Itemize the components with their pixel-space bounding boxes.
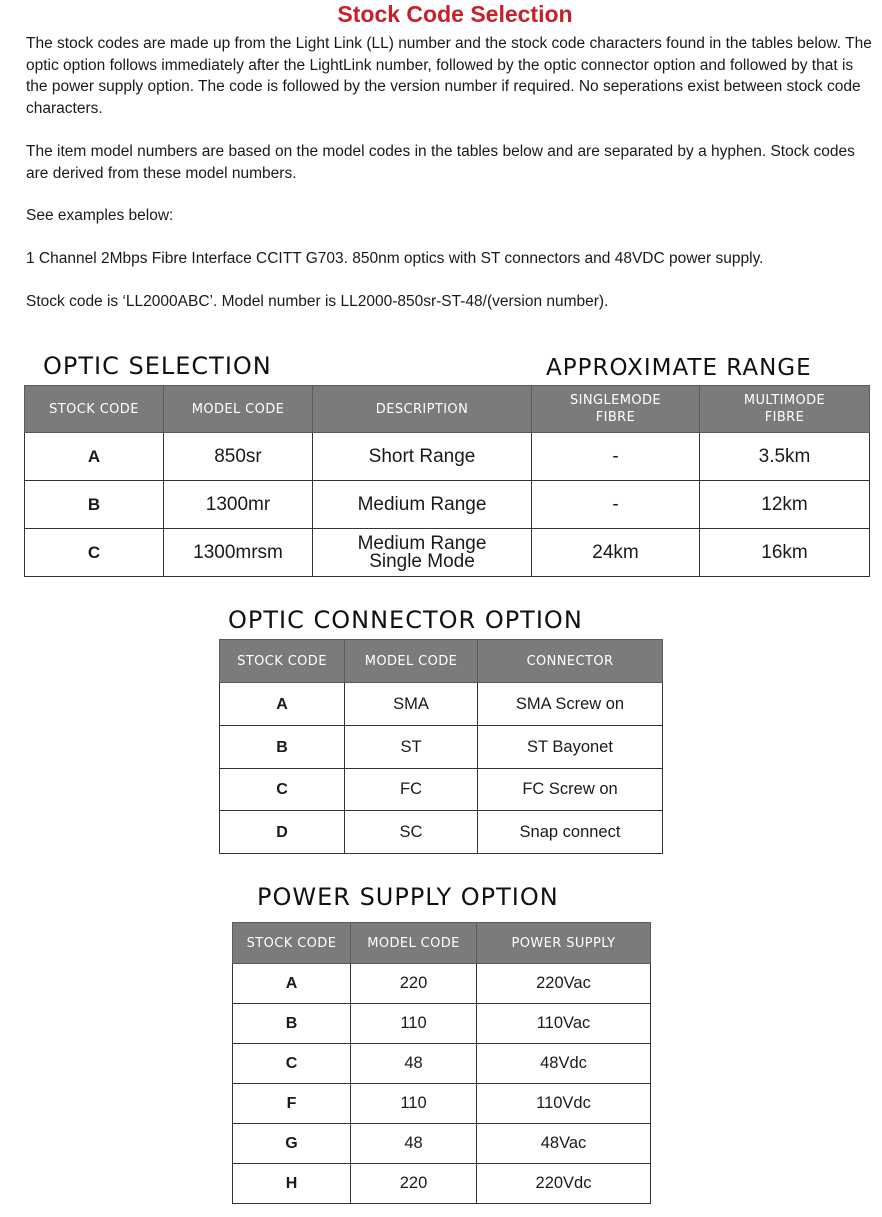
column-header: CONNECTOR: [478, 640, 663, 683]
column-header: STOCK CODE: [233, 923, 351, 964]
model-code-cell: 110: [351, 1084, 477, 1124]
description-cell: Short Range: [313, 433, 532, 481]
description-line: Medium Range: [357, 532, 487, 554]
table-row: [220, 769, 663, 811]
singlemode-cell: -: [532, 481, 700, 529]
stock-code-cell: D: [220, 811, 345, 854]
optic-selection-table: [24, 385, 870, 577]
power-supply-cell: 48Vdc: [477, 1044, 651, 1084]
description-cell: Medium Range: [313, 481, 532, 529]
model-code-cell: 850sr: [164, 433, 313, 481]
stock-code-cell: B: [220, 726, 345, 769]
model-code-cell: 48: [351, 1044, 477, 1084]
column-header: MULTIMODE FIBRE: [700, 386, 870, 433]
table-header-row: [220, 640, 663, 683]
description-cell: [313, 529, 532, 577]
model-code-cell: FC: [345, 769, 478, 811]
model-code-cell: 1300mr: [164, 481, 313, 529]
stock-code-cell: B: [233, 1004, 351, 1044]
stock-code-cell: G: [233, 1124, 351, 1164]
stock-code-cell: C: [25, 529, 164, 577]
column-header: POWER SUPPLY: [477, 923, 651, 964]
intro-paragraph: The stock codes are made up from the Light Link (LL) number and the stock code characters found in the tables below. The optic option follows immediately after the LightLink number, followed by the optic connector option and followed by that is the power supply option. The code is followed by the version number if required. No seperations exist between stock code characters.: [26, 35, 872, 117]
table-header-row: [233, 923, 651, 964]
stock-code-cell: C: [233, 1044, 351, 1084]
multimode-cell: 12km: [700, 481, 870, 529]
table-row: [233, 1124, 651, 1164]
table-row: [233, 964, 651, 1004]
connector-cell: FC Screw on: [478, 769, 663, 811]
power-supply-option-table: [232, 922, 651, 1204]
table-row: [233, 1164, 651, 1204]
singlemode-cell: 24km: [532, 529, 700, 577]
model-code-cell: SC: [345, 811, 478, 854]
table-row: [25, 433, 870, 481]
model-code-cell: 220: [351, 964, 477, 1004]
power-supply-cell: 110Vac: [477, 1004, 651, 1044]
optic-selection-heading: OPTIC SELECTION: [43, 352, 272, 380]
connector-option-heading: OPTIC CONNECTOR OPTION: [228, 606, 583, 634]
model-code-cell: SMA: [345, 683, 478, 726]
column-header: MODEL CODE: [164, 386, 313, 433]
multimode-cell: 16km: [700, 529, 870, 577]
stock-code-cell: A: [233, 964, 351, 1004]
column-header: DESCRIPTION: [313, 386, 532, 433]
stock-code-cell: A: [220, 683, 345, 726]
table-header-row: [25, 386, 870, 433]
page-title: Stock Code Selection: [337, 1, 573, 27]
model-code-cell: 1300mrsm: [164, 529, 313, 577]
power-supply-cell: 48Vac: [477, 1124, 651, 1164]
model-code-cell: 48: [351, 1124, 477, 1164]
column-header: STOCK CODE: [25, 386, 164, 433]
multimode-cell: 3.5km: [700, 433, 870, 481]
examples-label: See examples below:: [26, 207, 174, 224]
table-row: [220, 726, 663, 769]
connector-cell: Snap connect: [478, 811, 663, 854]
stock-code-cell: A: [25, 433, 164, 481]
power-supply-cell: 220Vdc: [477, 1164, 651, 1204]
column-header: STOCK CODE: [220, 640, 345, 683]
model-code-cell: ST: [345, 726, 478, 769]
column-header: MODEL CODE: [345, 640, 478, 683]
power-supply-cell: 220Vac: [477, 964, 651, 1004]
power-supply-cell: 110Vdc: [477, 1084, 651, 1124]
table-row: [25, 481, 870, 529]
description-line: Single Mode: [369, 550, 475, 572]
stock-code-cell: C: [220, 769, 345, 811]
model-paragraph: The item model numbers are based on the model codes in the tables below and are separated by a hyphen. Stock codes are derived from these model numbers.: [26, 143, 855, 182]
table-row: [220, 683, 663, 726]
table-row: [233, 1004, 651, 1044]
model-code-cell: 220: [351, 1164, 477, 1204]
connector-option-table: [219, 639, 663, 854]
example-description: 1 Channel 2Mbps Fibre Interface CCITT G703. 850nm optics with ST connectors and 48VDC power supply.: [26, 250, 764, 267]
power-supply-option-heading: POWER SUPPLY OPTION: [257, 883, 559, 911]
column-header: SINGLEMODE FIBRE: [532, 386, 700, 433]
table-row: [220, 811, 663, 854]
example-stock-code: Stock code is ‘LL2000ABC’. Model number is LL2000-850sr-ST-48/(version number).: [26, 293, 609, 310]
table-row: [25, 529, 870, 577]
stock-code-cell: B: [25, 481, 164, 529]
connector-cell: SMA Screw on: [478, 683, 663, 726]
singlemode-cell: -: [532, 433, 700, 481]
table-row: [233, 1084, 651, 1124]
stock-code-cell: H: [233, 1164, 351, 1204]
column-header: MODEL CODE: [351, 923, 477, 964]
connector-cell: ST Bayonet: [478, 726, 663, 769]
model-code-cell: 110: [351, 1004, 477, 1044]
approximate-range-heading: APPROXIMATE RANGE: [546, 355, 812, 381]
table-row: [233, 1044, 651, 1084]
stock-code-cell: F: [233, 1084, 351, 1124]
